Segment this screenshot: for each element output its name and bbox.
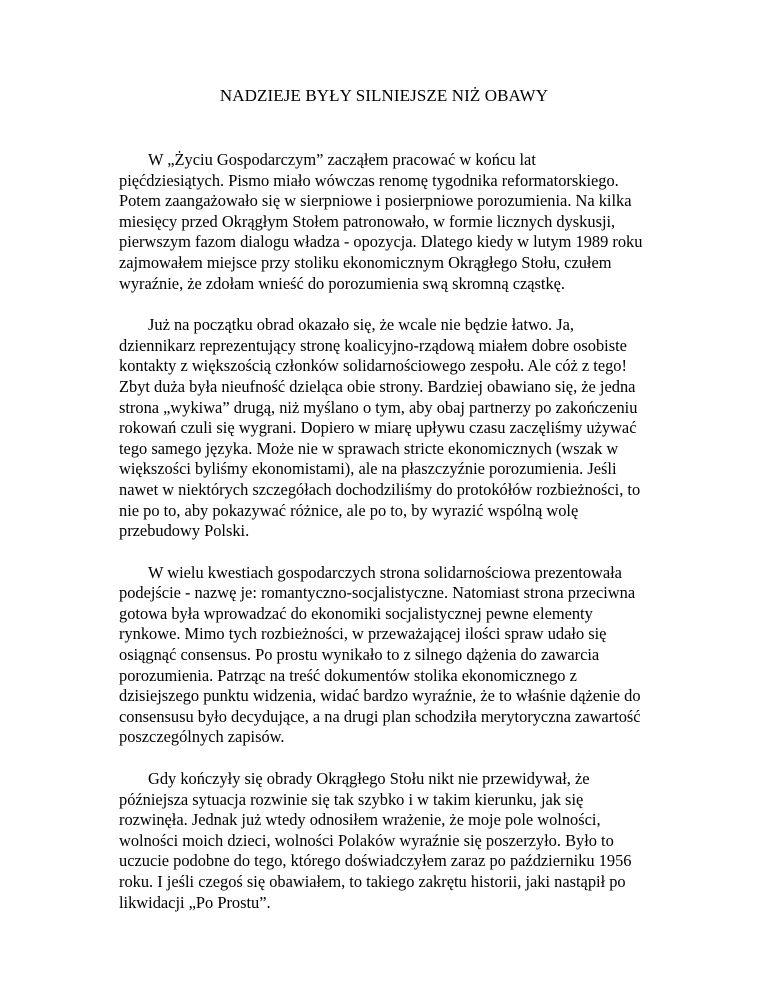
paragraph-line: nie po to, aby pokazywać różnice, ale po to, by wyrazić wspólną wolę [119,500,579,520]
paragraph-line: uczucie podobne do tego, którego doświadczyłem zaraz po październiku 1956 [119,851,632,871]
paragraph-line: Gdy kończyły się obrady Okrągłego Stołu nikt nie przewidywał, że [148,769,590,789]
paragraph-line: pięćdziesiątych. Pismo miało wówczas renomę tygodnika reformatorskiego. [119,170,619,190]
paragraph-line: większości byliśmy ekonomistami), ale na płaszczyźnie porozumienia. Jeśli [119,459,617,479]
paragraph-line: wolności moich dzieci, wolności Polaków wyraźnie się poszerzyło. Było to [119,830,614,850]
paragraph-line: gotowa była wprowadzać do ekonomiki socjalistycznej pewne elementy [119,603,593,623]
paragraph-line: W „Życiu Gospodarczym” zacząłem pracować w końcu lat [148,150,536,169]
paragraph-line: późniejsza sytuacja rozwinie się tak szybko i w takim kierunku, jak się [119,789,584,809]
paragraph-line: wyraźnie, że zdołam wnieść do porozumienia swą skromną cząstkę. [119,273,566,293]
paragraph-line: porozumienia. Patrząc na treść dokumentów stolika ekonomicznego z [119,665,577,685]
paragraph-line: miesięcy przed Okrągłym Stołem patronowało, w formie licznych dyskusji, [119,211,616,231]
paragraph-line: kontakty z większością członków solidarnościowego zespołu. Ale cóż z tego! [119,356,627,376]
paragraph-line: pierwszym fazom dialogu władza - opozycja. Dlatego kiedy w lutym 1989 roku [119,232,643,252]
paragraph-line: osiągnąć consensus. Po prostu wynikało to z silnego dążenia do zawarcia [119,645,600,665]
paragraph-line: consensusu było decydujące, a na drugi plan schodziła merytoryczna zawartość [119,706,641,726]
paragraph-line: dzisiejszego punktu widzenia, widać bardzo wyraźnie, że to właśnie dążenie do [119,686,641,706]
paragraph-line: poszczególnych zapisów. [119,727,285,747]
paragraph-line: Potem zaangażowało się w sierpniowe i posierpniowe porozumienia. Na kilka [119,191,632,211]
paragraph-line: Już na początku obrad okazało się, że wcale nie będzie łatwo. Ja, [148,315,574,335]
paragraph [119,150,679,294]
paragraph-line: przebudowy Polski. [119,521,250,541]
paragraph-line: strona „wykiwa” drugą, niż myślano o tym, aby obaj partnerzy po zakończeniu [119,397,638,417]
paragraph-line: rokowań czuli się wygrani. Dopiero w miarę upływu czasu zaczęliśmy używać [119,418,637,438]
paragraph-line: roku. I jeśli czegoś się obawiałem, to takiego zakrętu historii, jaki nastąpił po [119,872,626,891]
paragraph-line: podejście - nazwę je: romantyczno-socjalistyczne. Natomiast strona przeciwna [119,583,636,603]
paragraph-line: tego samego języka. Może nie w sprawach stricte ekonomicznych (wszak w [119,438,619,458]
paragraph-line: rozwinęła. Jednak już wtedy odnosiłem wrażenie, że moje pole wolności, [119,810,601,830]
paragraph-line: zajmowałem miejsce przy stoliku ekonomicznym Okrągłego Stołu, czułem [119,252,612,272]
paragraph-line: rynkowe. Mimo tych rozbieżności, w przeważającej ilości spraw udało się [119,624,607,644]
paragraph-line: dziennikarz reprezentujący stronę koalicyjno-rządową miałem dobre osobiste [119,335,627,355]
paragraph-line: nawet w niektórych szczegółach dochodziliśmy do protokółów rozbieżności, to [119,479,641,499]
paragraph-line: likwidacji „Po Prostu”. [119,892,271,912]
document-body [119,150,679,934]
paragraph-line: Zbyt duża była nieufność dzieląca obie strony. Bardziej obawiano się, że jedna [119,376,636,396]
paragraph [119,769,679,913]
paragraph [119,563,679,748]
paragraph [119,315,679,542]
document-title: NADZIEJE BYŁY SILNIEJSZE NIŻ OBAWY [219,86,549,105]
paragraph-line: W wielu kwestiach gospodarczych strona solidarnościowa prezentowała [148,562,622,582]
